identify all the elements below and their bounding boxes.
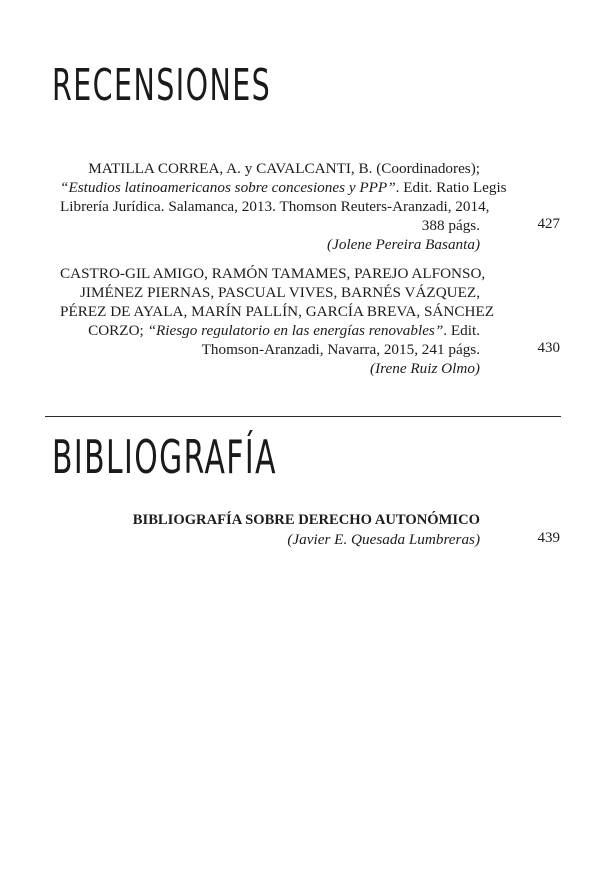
entry-line: CORZO; “Riesgo regulatorio en las energías renovables”. Edit. bbox=[88, 322, 480, 339]
entry-line: “Estudios latinoamericanos sobre concesiones y PPP”. Edit. Ratio Legis bbox=[60, 179, 507, 196]
entry-line: Librería Jurídica. Salamanca, 2013. Thomson Reuters-Aranzadi, 2014, bbox=[60, 198, 490, 215]
entry-line: CASTRO-GIL AMIGO, RAMÓN TAMAMES, PAREJO ALFONSO, bbox=[60, 265, 486, 282]
entry-line: JIMÉNEZ PIERNAS, PASCUAL VIVES, BARNÉS VÁZQUEZ, bbox=[80, 284, 480, 301]
toc-entry[interactable] bbox=[60, 511, 480, 549]
toc-entry[interactable] bbox=[60, 159, 507, 254]
page-number[interactable]: 427 bbox=[537, 216, 560, 232]
entry-reviewer: (Jolene Pereira Basanta) bbox=[327, 236, 480, 253]
entry-line: Thomson-Aranzadi, Navarra, 2015, 241 págs. bbox=[201, 341, 480, 358]
section-divider bbox=[45, 416, 561, 417]
toc-entry[interactable] bbox=[60, 264, 495, 378]
page-number[interactable]: 430 bbox=[537, 340, 560, 356]
section-title-recensiones: RECENSIONES bbox=[52, 60, 272, 111]
entry-line: 388 págs. bbox=[421, 217, 480, 234]
entry-reviewer: (Javier E. Quesada Lumbreras) bbox=[287, 531, 480, 548]
entry-line: MATILLA CORREA, A. y CAVALCANTI, B. (Coordinadores); bbox=[88, 160, 480, 177]
entry-line: BIBLIOGRAFÍA SOBRE DERECHO AUTONÓMICO bbox=[132, 512, 480, 528]
page-number[interactable]: 439 bbox=[537, 530, 560, 546]
section-title-bibliografia: BIBLIOGRAFÍA bbox=[52, 430, 277, 484]
entry-line: PÉREZ DE AYALA, MARÍN PALLÍN, GARCÍA BREVA, SÁNCHEZ bbox=[60, 303, 495, 320]
work-title: “Estudios latinoamericanos sobre concesiones y PPP” bbox=[60, 179, 396, 196]
entry-reviewer: (Irene Ruiz Olmo) bbox=[370, 360, 480, 377]
work-title: “Riesgo regulatorio en las energías renovables” bbox=[147, 322, 444, 339]
